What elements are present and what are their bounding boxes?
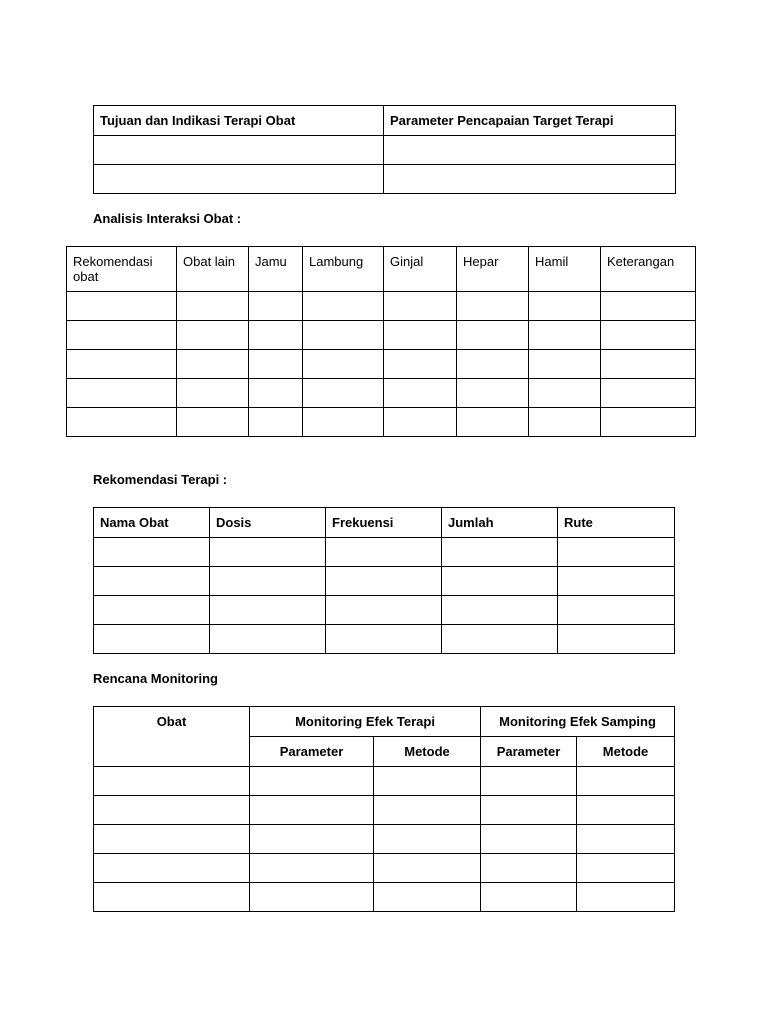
table-cell[interactable] [558,625,675,654]
table-cell[interactable] [249,321,303,350]
table-cell[interactable] [577,883,675,912]
table-cell[interactable] [481,796,577,825]
table-cell[interactable] [558,567,675,596]
header-side-effect: Monitoring Efek Samping [481,707,675,737]
table-row [94,136,676,165]
header-parameter: Parameter [481,737,577,767]
table-cell[interactable] [249,379,303,408]
table-cell[interactable] [481,854,577,883]
table-row [94,538,675,567]
table-cell[interactable] [384,292,457,321]
table-cell[interactable] [457,350,529,379]
table-cell[interactable] [529,321,601,350]
table-cell[interactable] [249,408,303,437]
header-frequency: Frekuensi [326,508,442,538]
table-cell[interactable] [374,796,481,825]
table-cell[interactable] [558,538,675,567]
table-cell[interactable] [177,379,249,408]
header-stomach: Lambung [303,247,384,292]
table-cell[interactable] [210,625,326,654]
table-row [67,408,696,437]
table-row [94,854,675,883]
table-cell[interactable] [177,292,249,321]
table-cell[interactable] [67,292,177,321]
header-liver: Hepar [457,247,529,292]
header-method: Metode [374,737,481,767]
table-cell[interactable] [374,854,481,883]
table-cell[interactable] [374,883,481,912]
table-cell[interactable] [384,350,457,379]
table-cell[interactable] [457,321,529,350]
table-cell[interactable] [442,625,558,654]
table-cell[interactable] [250,825,374,854]
table-row [94,596,675,625]
drug-interaction-table [66,246,696,437]
table-cell[interactable] [384,379,457,408]
table-cell[interactable] [94,567,210,596]
table-header-row [67,247,696,292]
table-row [94,883,675,912]
table-cell[interactable] [577,825,675,854]
header-route: Rute [558,508,675,538]
therapy-goals-table [93,105,676,194]
table-cell[interactable] [210,538,326,567]
table-row [67,321,696,350]
table-cell[interactable] [326,596,442,625]
table-cell[interactable] [250,767,374,796]
table-cell[interactable] [94,596,210,625]
table-cell[interactable] [577,796,675,825]
table-cell[interactable] [177,321,249,350]
table-cell[interactable] [67,350,177,379]
table-cell[interactable] [384,408,457,437]
table-cell[interactable] [249,292,303,321]
table-row [94,767,675,796]
table-cell[interactable] [384,321,457,350]
header-quantity: Jumlah [442,508,558,538]
table-cell[interactable] [303,321,384,350]
table-cell[interactable] [249,350,303,379]
header-kidney: Ginjal [384,247,457,292]
table-row [94,796,675,825]
table-cell[interactable] [601,292,696,321]
table-cell[interactable] [529,379,601,408]
header-target-params: Parameter Pencapaian Target Terapi [384,106,676,136]
table-cell[interactable] [577,854,675,883]
table-cell[interactable] [94,136,384,165]
table-cell[interactable] [442,596,558,625]
table-cell[interactable] [67,408,177,437]
table-cell[interactable] [384,165,676,194]
table-cell[interactable] [250,854,374,883]
therapy-recommendation-table [93,507,675,654]
table-cell[interactable] [558,596,675,625]
table-cell[interactable] [67,321,177,350]
table-cell[interactable] [457,408,529,437]
table-row [94,825,675,854]
table-cell[interactable] [601,379,696,408]
table-cell[interactable] [303,292,384,321]
table-row [94,567,675,596]
table-row [94,625,675,654]
table-cell[interactable] [94,767,250,796]
table-cell[interactable] [67,379,177,408]
table-cell[interactable] [94,625,210,654]
table-cell[interactable] [210,596,326,625]
table-row [67,292,696,321]
table-cell[interactable] [250,796,374,825]
section-title-recommendation: Rekomendasi Terapi : [93,472,228,487]
table-cell[interactable] [481,767,577,796]
table-cell[interactable] [481,883,577,912]
table-row [67,350,696,379]
header-recommended-drug: Rekomendasi obat [67,247,177,292]
table-cell[interactable] [250,883,374,912]
table-cell[interactable] [326,567,442,596]
table-cell[interactable] [481,825,577,854]
table-cell[interactable] [601,350,696,379]
header-other-drug: Obat lain [177,247,249,292]
table-cell[interactable] [457,379,529,408]
table-cell[interactable] [303,408,384,437]
table-cell[interactable] [577,767,675,796]
header-method: Metode [577,737,675,767]
table-cell[interactable] [529,350,601,379]
section-title-monitoring: Rencana Monitoring [93,671,218,686]
header-therapy-effect: Monitoring Efek Terapi [250,707,481,737]
table-row [67,379,696,408]
table-cell[interactable] [442,538,558,567]
table-cell[interactable] [303,350,384,379]
header-drug: Obat [94,707,250,767]
table-row [94,165,676,194]
header-herbal: Jamu [249,247,303,292]
table-cell[interactable] [303,379,384,408]
table-header-row [94,707,675,737]
table-cell[interactable] [94,854,250,883]
header-dose: Dosis [210,508,326,538]
section-title-interaction: Analisis Interaksi Obat : [93,211,242,226]
table-cell[interactable] [177,408,249,437]
table-cell[interactable] [374,767,481,796]
table-cell[interactable] [457,292,529,321]
table-header-row [94,508,675,538]
table-cell[interactable] [601,408,696,437]
header-drug-name: Nama Obat [94,508,210,538]
table-header-row [94,106,676,136]
table-cell[interactable] [210,567,326,596]
table-cell[interactable] [94,883,250,912]
table-cell[interactable] [529,292,601,321]
header-goals: Tujuan dan Indikasi Terapi Obat [94,106,384,136]
table-cell[interactable] [94,825,250,854]
table-cell[interactable] [177,350,249,379]
table-cell[interactable] [94,796,250,825]
header-parameter: Parameter [250,737,374,767]
table-cell[interactable] [94,538,210,567]
table-cell[interactable] [326,625,442,654]
header-notes: Keterangan [601,247,696,292]
table-cell[interactable] [326,538,442,567]
table-cell[interactable] [374,825,481,854]
table-cell[interactable] [442,567,558,596]
header-pregnancy: Hamil [529,247,601,292]
table-cell[interactable] [94,165,384,194]
table-cell[interactable] [529,408,601,437]
table-cell[interactable] [384,136,676,165]
monitoring-plan-table [93,706,675,912]
table-cell[interactable] [601,321,696,350]
